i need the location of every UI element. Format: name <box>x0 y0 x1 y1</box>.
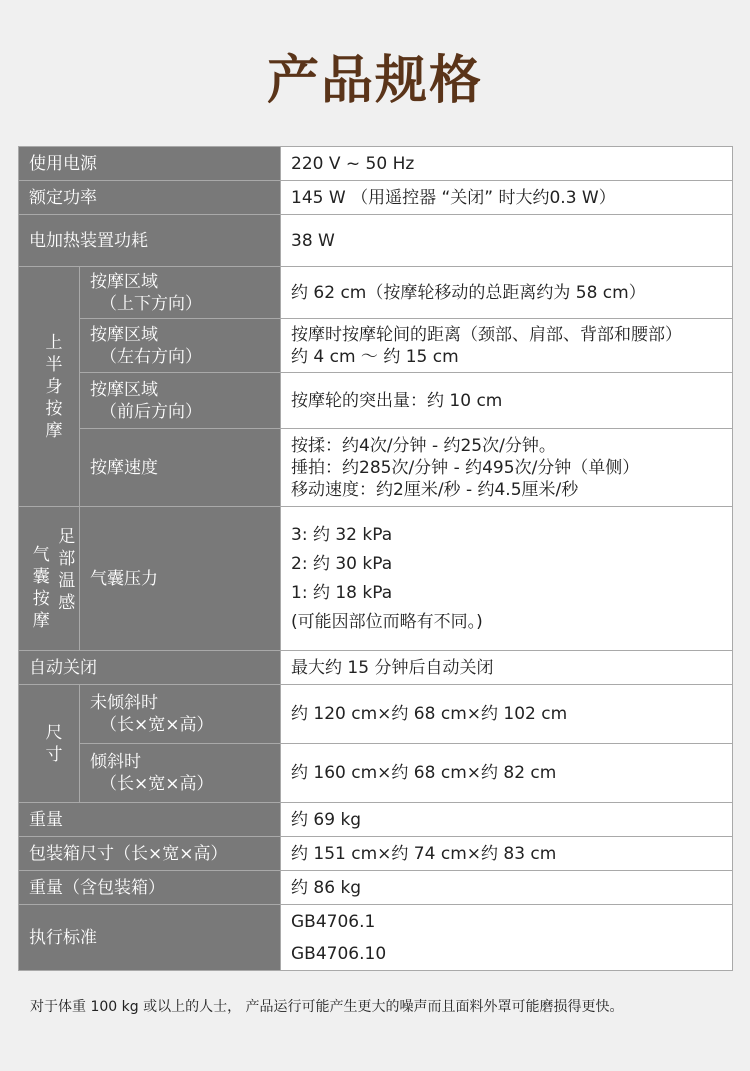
vertical-char: 上 <box>45 332 63 353</box>
vertical-char: 摩 <box>45 420 63 441</box>
auto-off-value: 最大约 15 分钟后自动关闭 <box>281 651 733 685</box>
not-reclined-value: 约 120 cm×约 68 cm×约 102 cm <box>281 685 733 744</box>
vertical-char: 足 <box>58 526 76 547</box>
standard-value-line2: GB4706.10 <box>291 943 387 964</box>
weight-label: 重量 <box>19 803 281 837</box>
table-row <box>19 803 733 837</box>
vertical-char: 寸 <box>45 744 63 765</box>
table-row <box>19 267 733 319</box>
gross-weight-value: 约 86 kg <box>281 871 733 905</box>
speed-label: 按摩速度 <box>80 429 281 507</box>
vertical-char: 按 <box>32 588 50 609</box>
vertical-char: 感 <box>58 592 76 613</box>
page-title: 产品规格 <box>266 51 483 111</box>
upper-body-group-text <box>45 332 63 442</box>
table-row <box>19 507 733 651</box>
table-row <box>19 373 733 429</box>
package-size-label: 包装箱尺寸（长×宽×高） <box>19 837 281 871</box>
power-supply-value: 220 V ~ 50 Hz <box>281 147 733 181</box>
air-pressure-value-line1: 3: 约 32 kPa <box>291 524 393 545</box>
vertical-char: 尺 <box>45 722 63 743</box>
table-row <box>19 871 733 905</box>
area-depth-value: 按摩轮的突出量：约 10 cm <box>281 373 733 429</box>
weight-value: 约 69 kg <box>281 803 733 837</box>
area-vertical-label-line2: （上下方向） <box>100 293 202 314</box>
vertical-char: 按 <box>45 398 63 419</box>
table-row <box>19 651 733 685</box>
table-row <box>19 215 733 267</box>
vertical-char: 气 <box>32 544 50 565</box>
table-row <box>19 905 733 971</box>
not-reclined-label <box>80 685 281 744</box>
table-row <box>19 181 733 215</box>
area-vertical-value: 约 62 cm（按摩轮移动的总距离约为 58 cm） <box>281 267 733 319</box>
air-pressure-value <box>281 507 733 651</box>
area-horizontal-label-line2: （左右方向） <box>100 346 202 367</box>
heater-power-value: 38 W <box>281 215 733 267</box>
upper-body-group-label <box>19 267 80 507</box>
area-depth-label-line2: （前后方向） <box>100 401 202 422</box>
rated-power-value: 145 W （用遥控器 “关闭” 时大约0.3 W） <box>281 181 733 215</box>
air-pressure-value-line2: 2: 约 30 kPa <box>291 553 393 574</box>
area-depth-label-line1: 按摩区域 <box>90 379 158 400</box>
not-reclined-label-line1: 未倾斜时 <box>90 693 158 713</box>
power-supply-label: 使用电源 <box>19 147 281 181</box>
area-horizontal-label <box>80 319 281 373</box>
table-row <box>19 685 733 744</box>
reclined-label <box>80 744 281 803</box>
speed-value <box>281 429 733 507</box>
vertical-char: 囊 <box>32 566 50 587</box>
vertical-char: 身 <box>45 376 63 397</box>
heater-power-label: 电加热装置功耗 <box>19 215 281 267</box>
speed-value-line3: 移动速度：约2厘米/秒 - 约4.5厘米/秒 <box>291 479 579 500</box>
rated-power-label: 额定功率 <box>19 181 281 215</box>
reclined-label-line2: （长×宽×高） <box>100 774 214 794</box>
foot-group-col2 <box>57 526 77 614</box>
table-row <box>19 147 733 181</box>
gross-weight-label: 重量（含包装箱） <box>19 871 281 905</box>
air-pressure-value-line4: (可能因部位而略有不同。) <box>291 611 483 632</box>
vertical-char: 温 <box>58 570 76 591</box>
area-vertical-label-line1: 按摩区域 <box>90 271 158 292</box>
foot-group-label <box>19 507 80 651</box>
area-horizontal-value-line1: 按摩时按摩轮间的距离（颈部、肩部、背部和腰部） <box>291 324 682 345</box>
standard-label: 执行标准 <box>19 905 281 971</box>
area-horizontal-value <box>281 319 733 373</box>
table-row <box>19 744 733 803</box>
foot-group-col1 <box>31 544 51 632</box>
speed-value-line1: 按揉：约4次/分钟 - 约25次/分钟。 <box>291 435 556 456</box>
not-reclined-label-line2: （长×宽×高） <box>100 715 214 735</box>
air-pressure-label: 气囊压力 <box>80 507 281 651</box>
area-horizontal-label-line1: 按摩区域 <box>90 324 158 345</box>
dimensions-group-label <box>19 685 80 803</box>
speed-value-line2: 捶拍：约285次/分钟 - 约495次/分钟（单侧） <box>291 457 640 478</box>
package-size-value: 约 151 cm×约 74 cm×约 83 cm <box>281 837 733 871</box>
dimensions-group-text <box>45 722 63 766</box>
area-horizontal-value-line2: 约 4 cm 〜 约 15 cm <box>291 346 459 367</box>
air-pressure-value-line3: 1: 约 18 kPa <box>291 582 393 603</box>
table-row <box>19 429 733 507</box>
footnote: 对于体重 100 kg 或以上的人士， 产品运行可能产生更大的噪声而且面料外罩可能磨损得更快。 <box>30 999 624 1015</box>
vertical-char: 部 <box>58 548 76 569</box>
reclined-label-line1: 倾斜时 <box>90 752 141 772</box>
area-vertical-label <box>80 267 281 319</box>
auto-off-label: 自动关闭 <box>19 651 281 685</box>
reclined-value: 约 160 cm×约 68 cm×约 82 cm <box>281 744 733 803</box>
vertical-char: 半 <box>45 354 63 375</box>
table-row <box>19 837 733 871</box>
table-row <box>19 319 733 373</box>
spec-table <box>18 146 733 971</box>
vertical-char: 摩 <box>32 610 50 631</box>
standard-value <box>281 905 733 971</box>
area-depth-label <box>80 373 281 429</box>
standard-value-line1: GB4706.1 <box>291 911 376 932</box>
